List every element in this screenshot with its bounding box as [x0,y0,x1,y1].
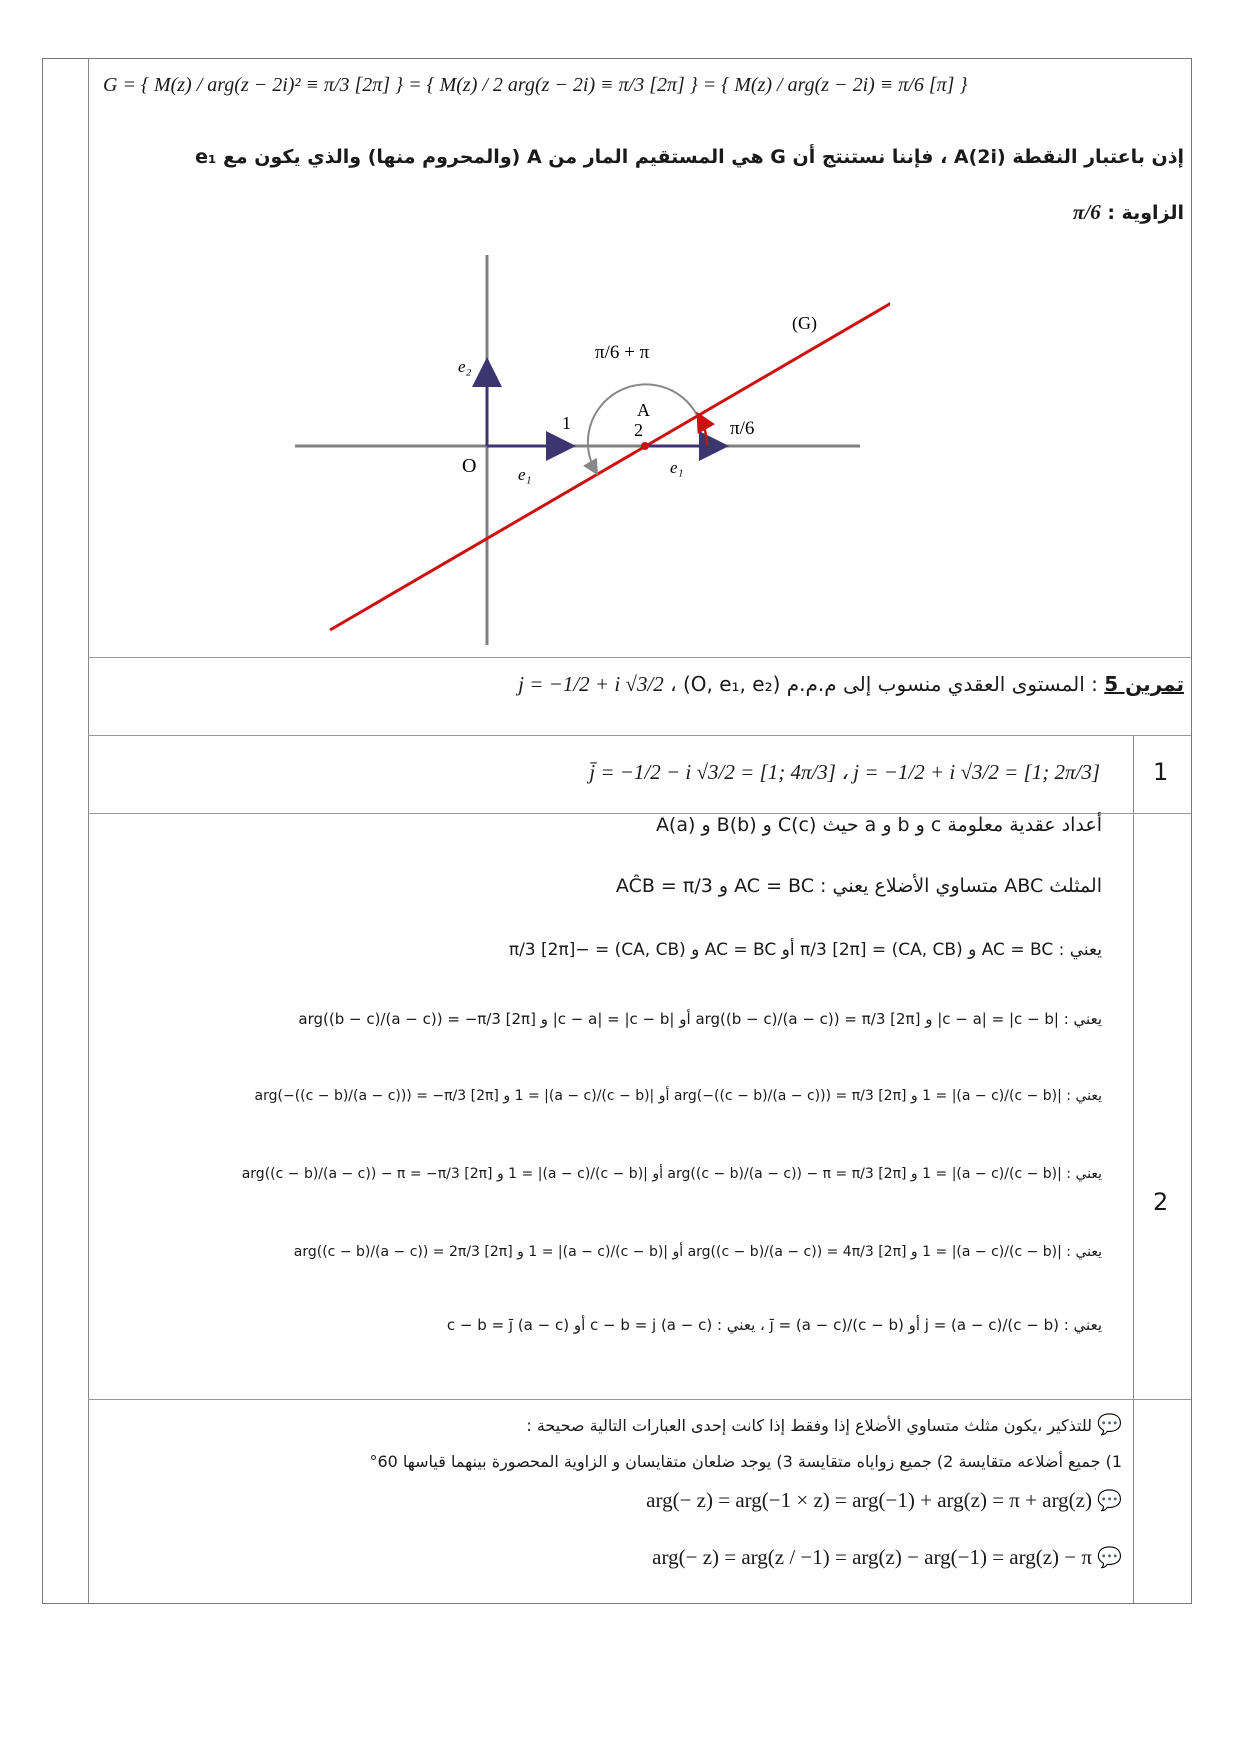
j-definition: j = −1/2 + i √3/2 [518,672,664,696]
reminder-items: 1) جميع أضلاعه متقايسة 2) جميع زواياه متقايسة 3) يوجد ضلعان متقايسان و الزاوية المحصورة بينهما قياسها 60° [369,1452,1122,1471]
point-A [641,442,649,450]
conclusion-label: الزاوية : [1107,202,1184,224]
row-divider [88,657,1191,658]
part-number-1: 1 [1153,758,1169,786]
part-number-2: 2 [1153,1188,1169,1216]
part2-line: يعني : (c − b)/(a − c) = j أو (c − b)/(a − c) = j̄ ، يعني : c − b = j (a − c) أو c − b = j̄ (a − c) [446,1316,1102,1334]
e1-label-right: e₁ [670,458,684,477]
reminder-formula-2: arg(− z) = arg(z / −1) = arg(z) − arg(−1) = arg(z) − π [652,1545,1092,1569]
set-equation: G = { M(z) / arg(z − 2i)² ≡ π/3 [2π] } = { M(z) / 2 arg(z − 2i) ≡ π/3 [2π] } = { M(z) / arg(z − 2i) ≡ π/6 [π] } [103,74,968,96]
reminder-title-row [122,1412,1122,1436]
reminder-formula-1: arg(− z) = arg(−1 × z) = arg(−1) + arg(z) = π + arg(z) [646,1488,1092,1512]
row-divider [88,1399,1191,1400]
point-A-label: A [637,400,650,420]
e2-label: e₂ [458,357,472,376]
part2-line: يعني : |(c − b)/(a − c)| = 1 و arg((c − b)/(a − c)) − π = π/3 [2π] أو |(c − b)/(a − c)| = 1 و arg((c − b)/(a − c)) − π = −π/3 [2π] [241,1166,1102,1182]
point-A-value: 2 [634,420,643,440]
conclusion-angle-row [1073,200,1184,225]
angle-arc-small [699,416,707,446]
speech-bubble-icon: 💬 [1097,1412,1122,1436]
conclusion-angle: π/6 [1072,200,1101,224]
origin-label: O [462,455,477,477]
exercise-title: تمرين 5 [1104,672,1184,696]
number-column-line [1133,735,1134,1603]
reminder-formula-row-1 [646,1488,1122,1513]
part2-line: يعني : |(c − b)/(a − c)| = 1 و arg(−((c − b)/(a − c))) = π/3 [2π] أو |(c − b)/(a − c)| = 1 و arg(−((c − b)/(a − c))) = −π/3 [2π] [254,1088,1102,1104]
part1-content: j̄ = −1/2 − i √3/2 = [1; 4π/3] ، j = −1/2 + i √3/2 = [1; 2π/3] [589,760,1100,784]
part2-line: A(a) و B(b) و C(c) حيث a و b و c أعداد عقدية معلومة [655,814,1102,836]
speech-bubble-icon: 💬 [1097,1488,1122,1512]
reminder-formula-row-2 [652,1545,1122,1570]
conclusion-line: إذن باعتبار النقطة A(2i) ، فإننا نستنتج أن G هي المستقيم المار من A (والمحروم منها) والذي يكون مع e₁ [195,146,1184,168]
speech-bubble-icon: 💬 [1097,1545,1122,1569]
part2-line: يعني : AC = BC و (CA, CB) = π/3 [2π] أو AC = BC و (CA, CB) = −π/3 [2π] [508,940,1102,960]
reminder-title: للتذكير ،يكون مثلث متساوي الأضلاع إذا وفقط إذا كانت إحدى العبارات التالية صحيحة : [526,1416,1092,1435]
exercise-header [114,672,1184,697]
angle-big-label: π/6 + π [595,342,650,363]
row-divider [88,735,1191,736]
unit-label: 1 [562,413,571,433]
part2-line: يعني : |c − a| = |c − b| و arg((b − c)/(a − c)) = π/3 [2π] أو |c − a| = |c − b| و arg((b − c)/(a − c)) = −π/3 [2π] [298,1010,1102,1028]
angle-small-label: π/6 [730,418,755,439]
left-margin-line [88,59,89,1603]
line-label: (G) [792,313,817,333]
part2-line: المثلث ABC متساوي الأضلاع يعني : AC = BC و AĈB = π/3 [615,875,1102,897]
exercise-statement: : المستوى العقدي منسوب إلى م.م.م (O, e₁, e₂) ، [670,672,1098,696]
figure [290,250,890,650]
e1-label: e₁ [518,465,532,484]
part2-line: يعني : |(c − b)/(a − c)| = 1 و arg((c − b)/(a − c)) = 4π/3 [2π] أو |(c − b)/(a − c)| = 1 و arg((c − b)/(a − c)) = 2π/3 [2π] [293,1244,1102,1260]
